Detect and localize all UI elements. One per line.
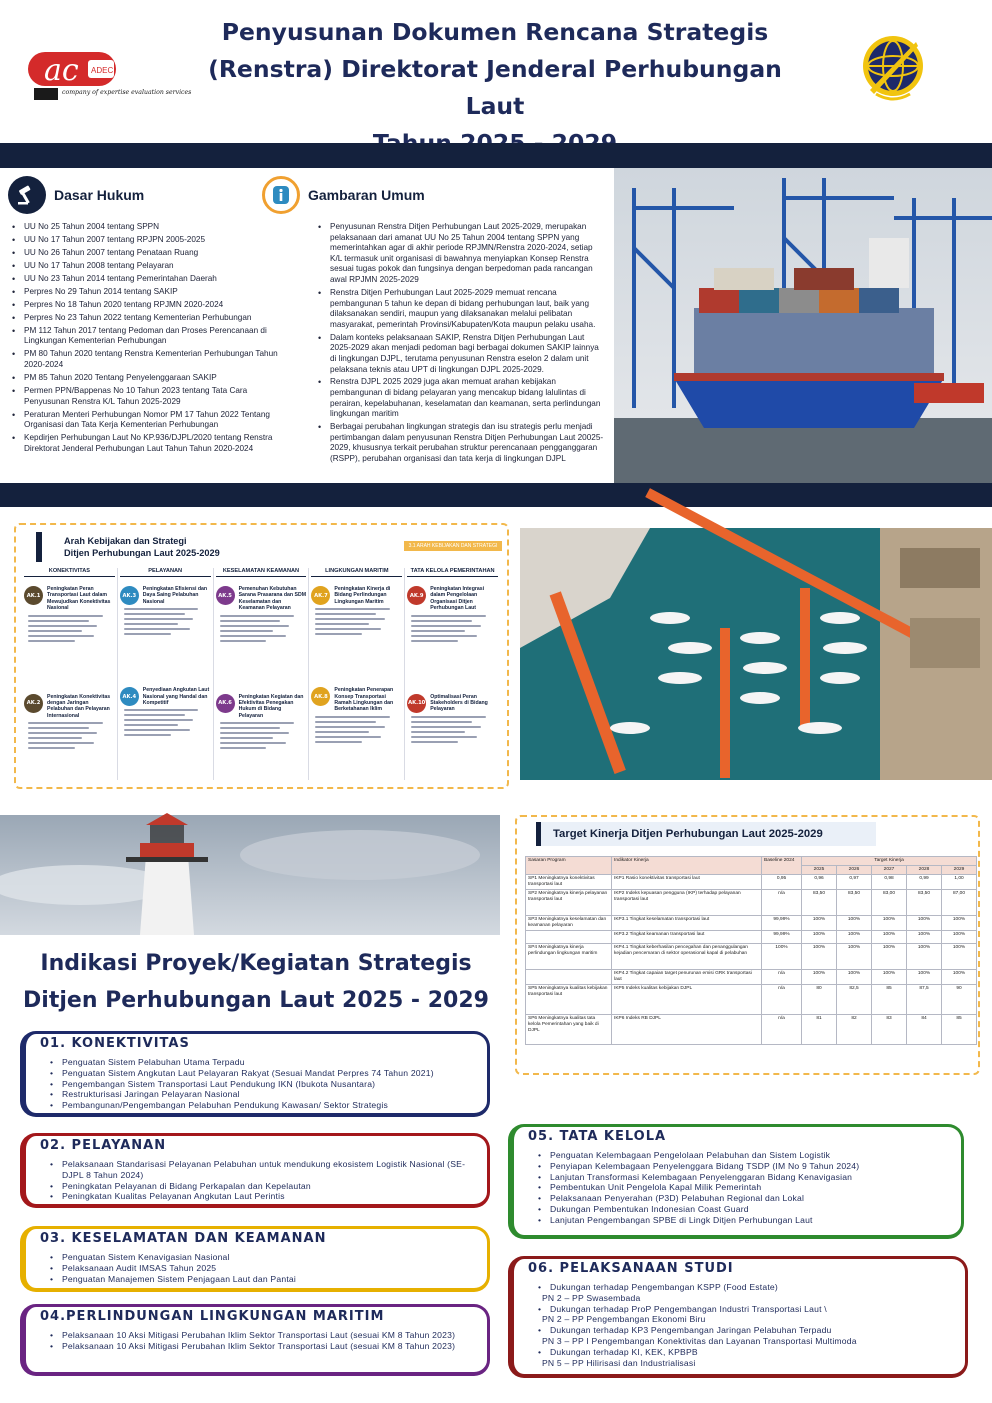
konektivitas-box xyxy=(20,1031,490,1117)
list-item: • Dukungan terhadap ProP Pengembangan Industri Transportasi Laut \ xyxy=(538,1304,955,1315)
table-cell: 87,5 xyxy=(907,985,942,1015)
ak-badge: AK.3 xyxy=(120,586,139,605)
table-cell: n/a xyxy=(762,1015,802,1045)
ak-item-details xyxy=(28,615,115,642)
table-cell: 83,50 xyxy=(837,890,872,916)
table-cell: 100% xyxy=(872,970,907,985)
ak-item xyxy=(120,687,211,706)
box-list xyxy=(50,1057,477,1111)
table-cell: n/a xyxy=(762,985,802,1015)
table-cell: IKP3.1 Tingkat keselamatan transportasi laut xyxy=(612,916,762,931)
table-cell: 85 xyxy=(942,1015,977,1045)
ak-item xyxy=(311,687,402,713)
dasar-hukum-list: • UU No 25 Tahun 2004 tentang SPPN • UU No 17 Tahun 2007 tentang RPJPN 2005-2025 • UU No 26 Tahun 2007 tentang Penataan Ruang • UU No 17 Tahun 2008 tentang Pelayaran • UU No 23 Tahun 2014 tentang Pemerintahan Daerah • Perpres No 29 Tahun 2014 tentang SAKIP • Perpres No 18 Tahun 2020 tentang RPJMN 2020-2024 • Perpres No 23 Tahun 2022 tentang Kementerian Perhubungan • PM 112 Tahun 2017 tentang Pedoman dan Proses Perencanaan di Lingkungan Kementerian Perhubungan • PM 80 Tahun 2020 tentang Renstra Kementerian Perhubungan Tahun 2020-2024 • PM 85 Tahun 2020 Tentang Penyelenggaraan SAKIP • Permen PPN/Bappenas No 10 Tahun 2023 tentang Tata Cara Penyusunan Renstra K/L Tahun 2025-2029 • Peraturan Menteri Perhubungan Nomor PM 17 Tahun 2022 Tentang Organisasi dan Tata Kerja Kementerian Perhubungan • Kepdirjen Perhubungan Laut No KP.936/DJPL/2020 tentang Renstra Direktorat Jenderal Perhubungan Laut Tahun Tahun 2020-2024 xyxy=(12,222,290,457)
table-cell: 83,50 xyxy=(907,890,942,916)
list-item: • Pelaksanaan Audit IMSAS Tahun 2025 xyxy=(50,1263,477,1274)
list-item: • Pelaksanaan Penyerahan (P3D) Pelabuhan Regional dan Lokal xyxy=(538,1193,951,1204)
table-cell: 82 xyxy=(837,1015,872,1045)
info-icon xyxy=(262,176,300,214)
list-item: • Pembangunan/Pengembangan Pelabuhan Pendukung Kawasan/ Sektor Strategis xyxy=(50,1100,477,1111)
page-title: Penyusunan Dokumen Rencana Strategis (Renstra) Direktorat Jenderal Perhubungan Laut xyxy=(208,18,782,120)
container-ship-photo xyxy=(614,168,992,483)
table-cell: 100% xyxy=(837,931,872,944)
table-cell xyxy=(526,931,612,944)
ak-column-head: LINGKUNGAN MARITIM xyxy=(311,568,402,577)
table-cell: 0,99 xyxy=(907,875,942,890)
ak-badge: AK.4 xyxy=(120,687,139,706)
table-cell: 80 xyxy=(802,985,837,1015)
table-cell: 85 xyxy=(872,985,907,1015)
ak-item-details xyxy=(411,615,498,642)
table-cell: 100% xyxy=(802,944,837,970)
table-cell: 100% xyxy=(942,916,977,931)
ak-badge: AK.5 xyxy=(216,586,235,605)
list-item: • Dukungan Pembentukan Indonesian Coast Guard xyxy=(538,1204,951,1215)
table-cell: 90 xyxy=(942,985,977,1015)
box-heading: 03. KESELAMATAN DAN KEAMANAN xyxy=(40,1231,327,1246)
table-cell: SP6 Meningkatnya kualitas tata kelola Pemerintahan yang baik di DJPL xyxy=(526,1015,612,1045)
list-item: • Pembentukan Unit Pengelola Kapal Milik Pemerintah xyxy=(538,1182,951,1193)
ak-badge: AK.6 xyxy=(216,694,235,713)
ak-item xyxy=(24,586,115,612)
box-list xyxy=(50,1159,477,1202)
list-item: PN 2 – PP Swasembada xyxy=(542,1292,641,1303)
table-cell: n/a xyxy=(762,890,802,916)
ak-column xyxy=(405,568,500,780)
table-cell: 81 xyxy=(802,1015,837,1045)
gambaran-umum-heading: Gambaran Umum xyxy=(262,176,425,214)
box-heading: 01. KONEKTIVITAS xyxy=(40,1036,190,1051)
list-item: • Peningkatan Pelayanan di Bidang Perkapalan dan Kepelautan xyxy=(50,1181,477,1192)
ak-item-details xyxy=(220,722,307,749)
ak-item xyxy=(24,694,115,720)
ak-item-details xyxy=(315,716,402,743)
table-row xyxy=(526,875,977,890)
table-cell: 100% xyxy=(907,970,942,985)
table-cell: 100% xyxy=(872,916,907,931)
ak-item-title: Pemenuhan Kebutuhan Sarana Prasarana dan SDM Keselamatan dan Keamanan Pelayaran xyxy=(238,586,307,612)
list-item: • Penguatan Sistem Angkutan Laut Pelayaran Rakyat (Sesuai Mandat Perpres 74 Tahun 2021) xyxy=(50,1068,477,1079)
lighthouse-photo xyxy=(0,815,500,935)
svg-text:ADEC: ADEC xyxy=(91,66,114,75)
list-item: • Penguatan Sistem Pelabuhan Utama Terpadu xyxy=(50,1057,477,1068)
ak-badge: AK.2 xyxy=(24,694,43,713)
tata-kelola-box xyxy=(508,1124,964,1239)
ak-item-title: Peningkatan Konektivitas dengan Jaringan Pelabuhan dan Pelayaran Internasional xyxy=(47,693,111,719)
table-cell: 84 xyxy=(907,1015,942,1045)
list-item: • Pelaksanaan 10 Aksi Mitigasi Perubahan Iklim Sektor Transportasi Laut (sesuai KM 8 Tahun 2023) xyxy=(50,1341,477,1352)
table-cell: 100% xyxy=(872,931,907,944)
table-cell xyxy=(526,970,612,985)
table-cell: 100% xyxy=(837,944,872,970)
logo-tagline: company of expertise evaluation services xyxy=(62,89,192,96)
table-cell: 100% xyxy=(907,931,942,944)
table-cell: 100% xyxy=(802,931,837,944)
table-row xyxy=(526,916,977,931)
table-cell: 100% xyxy=(907,944,942,970)
ak-item-title: Peningkatan Integrasi dalam Pengelolaan Organisasi Ditjen Perhubungan Laut xyxy=(430,586,485,612)
table-cell: 83 xyxy=(872,1015,907,1045)
table-row xyxy=(526,1015,977,1045)
ak-item-title: Peningkatan Kegiatan dan Efektivitas Penegakan Hukum di Bidang Pelayaran xyxy=(238,693,304,719)
table-cell: SP4 Meningkatnya kinerja perlindungan lingkungan maritim xyxy=(526,944,612,970)
ak-item-title: Peningkatan Penerapan Konsep Transportasi Ramah Lingkungan dan Berketahanan Iklim xyxy=(334,687,394,713)
list-item: • Lanjutan Pengembangan SPBE di Lingk Ditjen Perhubungan Laut xyxy=(538,1215,951,1226)
table-cell: 100% xyxy=(802,970,837,985)
box-list xyxy=(50,1252,477,1284)
dasar-hukum-heading: Dasar Hukum xyxy=(8,176,144,214)
table-cell: 1,00 xyxy=(942,875,977,890)
box-heading: 02. PELAYANAN xyxy=(40,1138,167,1153)
ak-badge: AK.7 xyxy=(311,586,330,605)
ak-item-title: Penyediaan Angkutan Laut Nasional yang Handal dan Kompetitif xyxy=(142,687,210,707)
box-heading: 06. PELAKSANAAN STUDI xyxy=(528,1261,734,1276)
table-cell: 0,96 xyxy=(802,875,837,890)
ak-badge: AK.1 xyxy=(24,586,43,605)
table-row xyxy=(526,931,977,944)
ministry-emblem xyxy=(858,32,928,104)
ak-item-details xyxy=(315,608,402,635)
ak-item xyxy=(407,586,498,612)
table-cell: 100% xyxy=(872,944,907,970)
ak-item xyxy=(311,586,402,605)
table-cell: IKP2 Indeks kepuasan pengguna (IKP) terhadap pelayanan transportasi laut xyxy=(612,890,762,916)
table-cell: 100% xyxy=(762,944,802,970)
list-item: • Pelaksanaan Standarisasi Pelayanan Pelabuhan untuk mendukung ekosistem Logistik Nasional (SE-DJPL 8 Tahun 2024) xyxy=(50,1159,477,1181)
ak-badge: AK.8 xyxy=(311,687,330,706)
table-row xyxy=(526,985,977,1015)
list-item: • Peningkatan Kualitas Pelayanan Angkutan Laut Perintis xyxy=(50,1191,477,1202)
table-cell: 100% xyxy=(802,916,837,931)
pelaksanaan-studi-box xyxy=(508,1256,968,1378)
table-cell: SP3 Meningkatnya keselamatan dan keamanan pelayaran xyxy=(526,916,612,931)
target-kinerja-title: Target Kinerja Ditjen Perhubungan Laut 2025-2029 xyxy=(536,822,876,846)
table-cell: 83,00 xyxy=(872,890,907,916)
list-item: • Lanjutan Transformasi Kelembagaan Penyelenggaran Bidang Kenavigasian xyxy=(538,1172,951,1183)
svg-text:ac: ac xyxy=(44,53,79,88)
list-item: • Penguatan Manajemen Sistem Penjagaan Laut dan Pantai xyxy=(50,1274,477,1285)
table-cell: 0,97 xyxy=(837,875,872,890)
list-item: • Penguatan Sistem Kenavigasian Nasional xyxy=(50,1252,477,1263)
ak-column-head: TATA KELOLA PEMERINTAHAN xyxy=(407,568,498,577)
table-row xyxy=(526,890,977,916)
ak-item-details xyxy=(220,615,307,642)
arah-kebijakan-title: Arah Kebijakan dan Strategi Ditjen Perhubungan Laut 2025-2029 xyxy=(36,532,376,562)
gavel-icon xyxy=(8,176,46,214)
table-cell: SP1 Meningkatnya konektivitas transportasi laut xyxy=(526,875,612,890)
ak-item xyxy=(216,694,307,720)
box-list xyxy=(50,1330,477,1352)
table-cell: IKP5 Indeks kualitas kebijakan DJPL xyxy=(612,985,762,1015)
list-item: • Pengembangan Sistem Transportasi Laut Pendukung IKN (Ibukota Nusantara) xyxy=(50,1079,477,1090)
table-cell: 100% xyxy=(907,916,942,931)
list-item: PN 2 – PP Pengembangan Ekonomi Biru xyxy=(542,1314,706,1325)
ak-item-title: Peningkatan Kinerja di Bidang Perlindungan Lingkungan Maritim xyxy=(334,586,391,605)
ak-item-details xyxy=(411,716,498,743)
table-cell: IKP4.2 Tingkat capaian target penurunan emisi GRK transportasi laut xyxy=(612,970,762,985)
list-item: PN 5 – PP Hilirisasi dan Industrialisasi xyxy=(542,1357,696,1368)
table-row xyxy=(526,970,977,985)
table-cell: 99,99% xyxy=(762,916,802,931)
ak-column xyxy=(309,568,405,780)
table-cell: IKP6 Indeks RB DJPL xyxy=(612,1015,762,1045)
table-cell: 100% xyxy=(942,970,977,985)
table-cell: 0,98 xyxy=(872,875,907,890)
ak-item-title: Optimalisasi Peran Stakeholders di Bidang Pelayaran xyxy=(430,693,488,713)
adec-logo xyxy=(28,44,192,104)
ak-column-head: KESELAMATAN KEAMANAN xyxy=(216,568,307,577)
list-item: • Dukungan terhadap KI, KEK, KPBPB xyxy=(538,1347,955,1358)
table-cell: 100% xyxy=(942,931,977,944)
ak-badge: AK.10 xyxy=(407,694,426,713)
perlindungan-lingkungan-box xyxy=(20,1304,490,1376)
list-item: • Dukungan terhadap Pengembangan KSPP (Food Estate) xyxy=(538,1282,955,1293)
ak-item-details xyxy=(28,722,115,749)
table-cell: SP2 Meningkatnya kinerja pelayanan transportasi laut xyxy=(526,890,612,916)
table-cell: 99,99% xyxy=(762,931,802,944)
table-cell: 100% xyxy=(837,970,872,985)
ak-item-title: Peningkatan Efisiensi dan Daya Saing Pelabuhan Nasional xyxy=(142,586,208,605)
list-item: • Penyiapan Kelembagaan Penyelenggara Bidang TSDP (IM No 9 Tahun 2024) xyxy=(538,1161,951,1172)
bottom-band xyxy=(0,483,992,507)
table-cell: 0,95 xyxy=(762,875,802,890)
ak-column xyxy=(22,568,118,780)
ak-column-head: KONEKTIVITAS xyxy=(24,568,115,577)
list-item: • Penguatan Kelembagaan Pengelolaan Pelabuhan dan Sistem Logistik xyxy=(538,1150,951,1161)
box-list xyxy=(538,1150,951,1226)
table-cell: n/a xyxy=(762,970,802,985)
table-cell: IKP1 Rasio konektivitas transportasi laut xyxy=(612,875,762,890)
table-cell: 100% xyxy=(837,916,872,931)
top-band xyxy=(0,143,992,168)
gambaran-umum-list: • Penyusunan Renstra Ditjen Perhubungan Laut 2025-2029, merupakan pelaksanaan dari amanat UU No 25 Tahun 2004 tentang SPPN yang memerintahkan agar di akhir periode RPJMN/Renstra 2020-2024, setiap K/L termasuk unit organisasi di bawahnya menyiapkan Konsep Renstra sesuai tugas pokok dan fungsinya dengan berpedoman pada rancangan awal RPJMN 2025-2029 • Renstra Ditjen Perhubungan Laut 2025-2029 memuat rencana pembangunan 5 tahun ke depan di bidang perhubungan laut, baik yang dilaksanakan sendiri, maupun yang dilaksanakan melalui pelibatan masyarakat, pemerintah Provinsi/Kabupaten/Kota maupun pelaku usaha. • Dalam konteks pelaksanaan SAKIP, Renstra Ditjen Perhubungan Laut 2025-2029 akan menjadi pedoman bagi berbagai dokumen SAKIP lainnya di lingkungan DJPL, terutama penyusunan Renstra eselon 2 dalam unit pelaksana teknis atau UPT di lingkungan DJPL 2025-2029. • Renstra DJPL 2025 2029 juga akan memuat arahan kebijakan pembangunan di bidang pelayaran yang mencakup bidang lalulintas di perairan, kepelabuhanan, keselamatan dan keamanan, serta perlindungan lingkungan maritim • Berbagai perubahan lingkungan strategis dan isu strategis perlu menjadi pertimbangan dalam penyusunan Renstra Ditjen Perhubungan Laut 20025-2029, khususnya terkait perubahan struktur perencanaan pengganggaran (RSPP), perubahan organisasi dan tata kerja di lingkungan DJPL xyxy=(318,222,604,467)
ak-item-title: Peningkatan Peran Transportasi Laut dalam Mewujudkan Konektivitas Nasional xyxy=(47,586,111,612)
ak-badge: AK.9 xyxy=(407,586,426,605)
ak-column xyxy=(118,568,214,780)
ak-column-head: PELAYANAN xyxy=(120,568,211,577)
arah-kebijakan-columns xyxy=(22,568,500,780)
table-cell: 83,50 xyxy=(802,890,837,916)
list-item: PN 3 – PP I Pengembangan Konektivitas dan Layanan Transportasi Multimoda xyxy=(542,1335,857,1346)
marina-aerial-photo xyxy=(520,528,992,780)
ak-item xyxy=(120,586,211,605)
list-item: • Dukungan terhadap KP3 Pengembangan Jaringan Pelabuhan Terpadu xyxy=(538,1325,955,1336)
table-cell: IKP3.2 Tingkat keamanan transportasi laut xyxy=(612,931,762,944)
box-list xyxy=(538,1282,955,1368)
table-cell: SP5 Meningkatnya kualitas kebijakan transportasi laut xyxy=(526,985,612,1015)
ak-item xyxy=(407,694,498,713)
ak-item-details xyxy=(124,608,211,635)
pelayanan-box xyxy=(20,1133,490,1208)
ak-column xyxy=(214,568,310,780)
ak-item xyxy=(216,586,307,612)
list-item: • Restrukturisasi Jaringan Pelayaran Nasional xyxy=(50,1089,477,1100)
table-cell: 100% xyxy=(942,944,977,970)
ak-item-details xyxy=(124,709,211,736)
indikasi-title: Indikasi Proyek/Kegiatan Strategis Ditjen Perhubungan Laut 2025 - 2029 xyxy=(23,951,489,1013)
table-row xyxy=(526,944,977,970)
table-cell: 82,5 xyxy=(837,985,872,1015)
target-kinerja-table: Sasaran Program Indikator Kinerja Baseline 2024 Target Kinerja 2025 2026 2027 2028 2029 SP1 Meningkatnya konektivitas transportasi laut IKP1 Rasio konektivitas transportasi laut 0,95 0,96 0,97 0,98 0,99 1,00 SP2 Meningkatnya kinerja pelayanan transportasi laut IKP2 Indeks kepuasan pengguna (IKP) terhadap pelayanan transportasi laut n/a 83,50 83,50 83,00 83,50 87,00 SP3 Meningkatnya keselamatan dan keamanan pelayaran IKP3.1 Tingkat keselamatan transportasi laut 99,99% 100% 100% 100% 100% 100% IKP3.2 Tingkat keamanan transportasi laut 99,99% 100% 100% 100% 100% 100% SP4 Meningkatnya kinerja perlindungan lingkungan maritim IKP4.1 Tingkat keberhasilan pencegahan dan penanggulangan kejadian pencemaran di sektor operasional kapal di pelabuhan 100% 100% 100% 100% 100% 100% IKP4.2 Tingkat capaian target penurunan emisi GRK transportasi laut n/a 100% 100% 100% 100% 100% SP5 Meningkatnya kualitas kebijakan transportasi laut IKP5 Indeks kualitas kebijakan DJPL n/a 80 82,5 85 87,5 90 SP6 Meningkatnya kualitas tata kelola Pemerintahan yang baik di DJPL IKP6 Indeks RB DJPL n/a 81 82 83 84 85 xyxy=(525,856,977,1045)
box-heading: 04.PERLINDUNGAN LINGKUNGAN MARITIM xyxy=(40,1309,385,1324)
keselamatan-keamanan-box xyxy=(20,1226,490,1292)
table-cell: 87,00 xyxy=(942,890,977,916)
table-cell: IKP4.1 Tingkat keberhasilan pencegahan dan penanggulangan kejadian pencemaran di sektor operasional kapal di pelabuhan xyxy=(612,944,762,970)
arah-kebijakan-tag: 3.1 ARAH KEBIJAKAN DAN STRATEGI xyxy=(404,541,502,551)
box-heading: 05. TATA KELOLA xyxy=(528,1129,667,1144)
list-item: • Pelaksanaan 10 Aksi Mitigasi Perubahan Iklim Sektor Transportasi Laut (sesuai KM 8 Tahun 2023) xyxy=(50,1330,477,1341)
